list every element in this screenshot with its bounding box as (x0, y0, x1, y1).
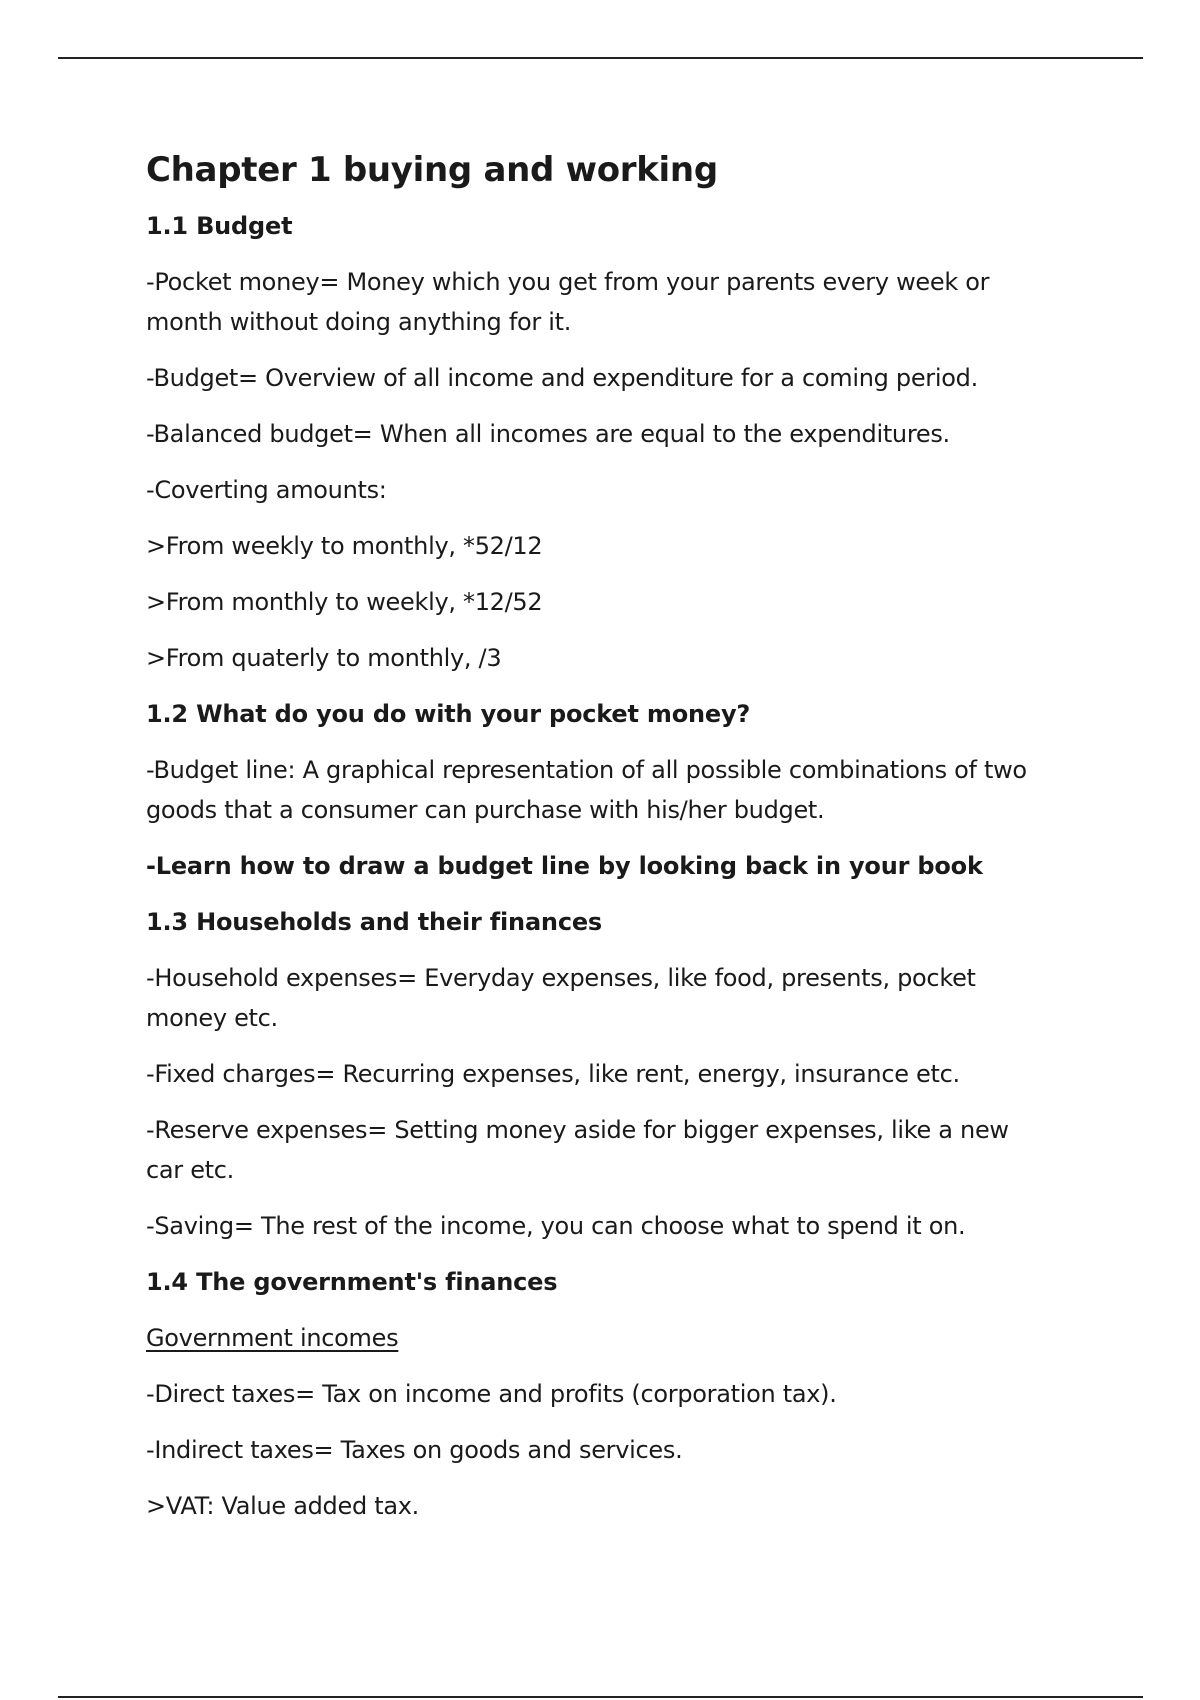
paragraph-indirect-taxes: -Indirect taxes= Taxes on goods and services. (146, 1436, 683, 1464)
paragraph-pocket-money: -Pocket money= Money which you get from your parents every week or month without doing anything for it. (146, 268, 990, 336)
list-item-weekly-to-monthly: >From weekly to monthly, *52/12 (146, 532, 543, 560)
paragraph-converting-amounts: -Coverting amounts: (146, 476, 387, 504)
paragraph-fixed-charges: -Fixed charges= Recurring expenses, like rent, energy, insurance etc. (146, 1060, 960, 1088)
paragraph-budget-line: -Budget line: A graphical representation of all possible combinations of two goods that a consumer can purchase with his/her budget. (146, 756, 1027, 824)
paragraph-direct-taxes: -Direct taxes= Tax on income and profits (corporation tax). (146, 1380, 837, 1408)
page-title: Chapter 1 buying and working (146, 150, 718, 190)
section-heading-1-1: 1.1 Budget (146, 212, 293, 240)
section-heading-1-4: 1.4 The government's finances (146, 1268, 558, 1296)
subheading-government-incomes: Government incomes (146, 1324, 399, 1352)
paragraph-budget: -Budget= Overview of all income and expenditure for a coming period. (146, 364, 978, 392)
paragraph-reserve-expenses: -Reserve expenses= Setting money aside for bigger expenses, like a new car etc. (146, 1116, 1009, 1184)
list-item-quarterly-to-monthly: >From quaterly to monthly, /3 (146, 644, 502, 672)
document-body (146, 144, 1046, 1542)
paragraph-household-expenses: -Household expenses= Everyday expenses, like food, presents, pocket money etc. (146, 964, 976, 1032)
paragraph-learn-note: -Learn how to draw a budget line by looking back in your book (146, 852, 983, 880)
list-item-monthly-to-weekly: >From monthly to weekly, *12/52 (146, 588, 543, 616)
paragraph-saving: -Saving= The rest of the income, you can choose what to spend it on. (146, 1212, 966, 1240)
section-heading-1-3: 1.3 Households and their finances (146, 908, 603, 936)
bottom-divider (58, 1696, 1143, 1698)
paragraph-balanced-budget: -Balanced budget= When all incomes are equal to the expenditures. (146, 420, 950, 448)
top-divider (58, 57, 1143, 59)
list-item-vat: >VAT: Value added tax. (146, 1492, 419, 1520)
section-heading-1-2: 1.2 What do you do with your pocket money? (146, 700, 751, 728)
